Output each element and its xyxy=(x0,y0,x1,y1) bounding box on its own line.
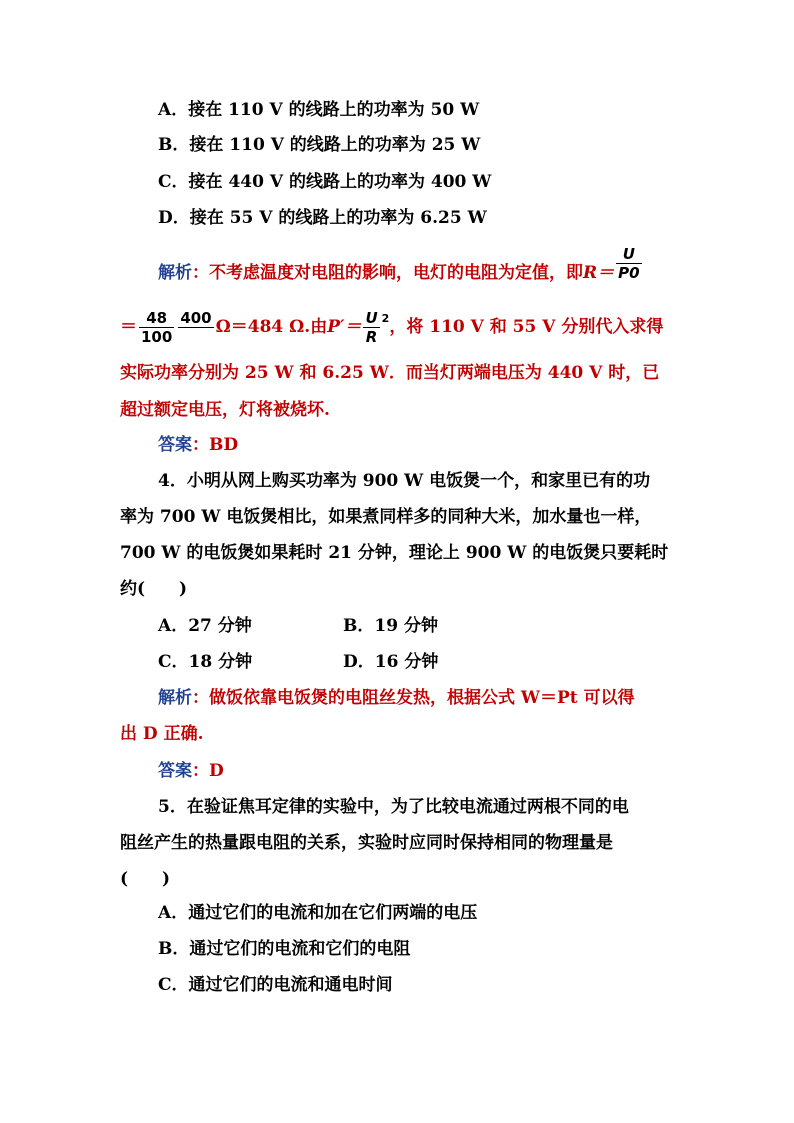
q3-answer: 答案：BD xyxy=(158,435,239,455)
q3-option-d: D．接在 55 V 的线路上的功率为 6.25 W xyxy=(158,208,487,228)
q3-analysis-line-4: 超过额定电压，灯将被烧坏. xyxy=(120,400,330,420)
q3-option-c: C．接在 440 V 的线路上的功率为 400 W xyxy=(158,172,492,192)
fraction-u-p0: $\frac{U}{P0}$ xyxy=(618,245,640,282)
q3-analysis-line-2: ＝ $\frac{48}{100}$ 400 Ω＝484 Ω.由P′＝ $\frac{U}{R}$ $^2$，将 110 V 和 55 V 分别代入求得 xyxy=(120,309,664,346)
q4-analysis-line-1: 解析：做饭依靠电饭煲的电阻丝发热，根据公式 W＝Pt 可以得 xyxy=(158,688,635,708)
q5-stem-line-1: 5．在验证焦耳定律的实验中，为了比较电流通过两根不同的电 xyxy=(158,797,629,817)
q4-option-b: B．19 分钟 xyxy=(343,616,438,636)
q4-stem-line-1: 4．小明从网上购买功率为 900 W 电饭煲一个，和家里已有的功 xyxy=(158,471,651,491)
q4-stem-line-4: 约( ) xyxy=(120,579,188,599)
q3-analysis-line-1: 解析：不考虑温度对电阻的影响，电灯的电阻为定值，即R＝ $\frac{U}{P0}$ xyxy=(158,245,640,283)
q4-analysis-line-2: 出 D 正确. xyxy=(120,724,204,744)
q3-option-b: B．接在 110 V 的线路上的功率为 25 W xyxy=(158,135,481,155)
q4-stem-line-3: 700 W 的电饭煲如果耗时 21 分钟，理论上 900 W 的电饭煲只要耗时 xyxy=(120,543,669,563)
q5-option-c: C．通过它们的电流和通电时间 xyxy=(158,975,393,995)
fraction-48-100: $\frac{48}{100}$ xyxy=(141,309,173,346)
q4-option-a: A．27 分钟 xyxy=(158,616,252,636)
q4-option-d: D．16 分钟 xyxy=(343,652,439,672)
q3-analysis-line-3: 实际功率分别为 25 W 和 6.25 W．而当灯两端电压为 440 V 时，已 xyxy=(120,363,660,383)
q4-stem-line-2: 率为 700 W 电饭煲相比，如果煮同样多的同种大米，加水量也一样， xyxy=(120,507,652,527)
analysis-label: 解析 xyxy=(158,263,192,283)
fraction-u2-r: $\frac{U}{R}$ xyxy=(365,309,378,346)
q4-option-c: C．18 分钟 xyxy=(158,652,253,672)
q4-answer: 答案：D xyxy=(158,761,224,781)
q5-stem-line-2: 阻丝产生的热量跟电阻的关系，实验时应同时保持相同的物理量是 xyxy=(120,833,613,853)
fraction-400: 400 xyxy=(180,309,212,327)
q5-option-b: B．通过它们的电流和它们的电阻 xyxy=(158,939,411,959)
q3-option-a: A．接在 110 V 的线路上的功率为 50 W xyxy=(158,100,480,120)
q5-stem-line-3: ( ) xyxy=(120,869,171,889)
q5-option-a: A．通过它们的电流和加在它们两端的电压 xyxy=(158,903,478,923)
